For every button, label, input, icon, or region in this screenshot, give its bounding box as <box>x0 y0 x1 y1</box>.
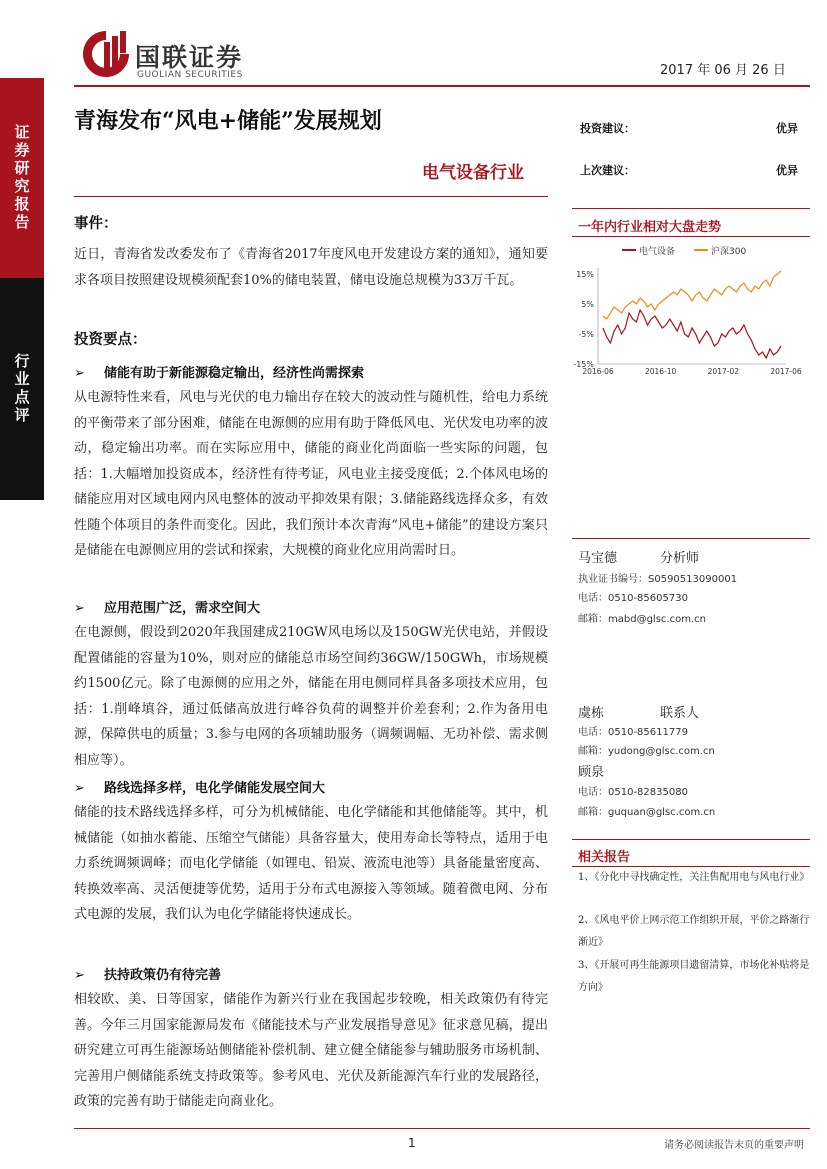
analyst-email[interactable]: 邮箱：mabd@glsc.com.cn <box>578 614 706 625</box>
related-heading: 相关报告 <box>578 850 631 865</box>
related-top-rule <box>572 839 810 840</box>
point-title-text: 应用范围广泛，需求空间大 <box>104 601 261 616</box>
header-rule <box>74 85 810 87</box>
sidebar-report-type <box>0 78 44 278</box>
analyst-phone: 电话：0510-85605730 <box>578 593 688 604</box>
legend-label: 沪深300 <box>711 247 747 257</box>
contact-role: 联系人 <box>660 706 700 721</box>
chart-title: 一年内行业相对大盘走势 <box>578 220 722 235</box>
analyst-license: 执业证书编号：S0590513090001 <box>578 574 738 585</box>
point-title <box>74 362 364 381</box>
chart-title-rule <box>572 236 810 237</box>
logo-emblem-icon <box>80 28 132 80</box>
analyst-name: 马宝德 <box>578 551 618 566</box>
point-text: 从电源特性来看，风电与光伏的电力输出存在较大的波动性与随机性，给电力系统的平衡带来了部分困难，储能在电源侧的应用有助于降低风电、光伏发电功率的波动，稳定输出功率。而在实际应用中，储能的商业化尚面临一些实际的问题，包括：1.大幅增加投资成本，经济性有待考证，风电业主接受度低；2.个体风电场的储能应用对区域电网内风电整体的波动平抑效果有限；3.储能路线选择众多，有效性随个体项目的条件而变化。因此，我们预计本次青海“风电+储能”的建设方案只是储能在电源侧应用的尝试和探索，大规模的商业化应用尚需时日。 <box>74 390 548 558</box>
arrow-bullet-icon: ➢ <box>74 366 85 381</box>
event-text: 近日，青海省发改委发布了《青海省2017年度风电开发建设方案的通知》，通知要求各项目按照建设规模须配套10%的储电装置，储电设施总规模为33万千瓦。 <box>74 247 548 288</box>
point-title <box>74 777 325 796</box>
contact-email[interactable]: 邮箱：yudong@glsc.com.cn <box>578 746 715 757</box>
series-line-csi300 <box>603 271 781 319</box>
x-tick-label: 2016-06 <box>582 367 614 376</box>
rating-label: 投资建议： <box>580 122 635 135</box>
arrow-bullet-icon: ➢ <box>74 781 85 796</box>
analyst-rule <box>572 538 810 539</box>
contact-name: 顾泉 <box>578 765 605 780</box>
point-text: 相较欧、美、日等国家，储能作为新兴行业在我国起步较晚，相关政策仍有待完善。今年三月国家能源局发布《储能技术与产业发展指导意见》征求意见稿，提出研究建立可再生能源场站侧储能补偿机制、建立健全储能参与辅助服务市场机制、完善用户侧储能系统支持政策等。参考风电、光伏及新能源汽车行业的发展路径，政策的完善有助于储能走向商业化。 <box>74 992 548 1109</box>
related-report-item[interactable]: 2、《风电平价上网示范工作组织开展，平价之路渐行渐近》 <box>578 915 810 948</box>
point-title-text: 路线选择多样，电化学储能发展空间大 <box>104 781 326 796</box>
contact-name: 虞栋 <box>578 706 605 721</box>
chart-top-rule <box>572 208 810 209</box>
related-report-item[interactable]: 3、《开展可再生能源项目遗留清算，市场化补贴将是方向》 <box>578 960 810 993</box>
point-title <box>74 964 221 983</box>
previous-rating-label: 上次建议： <box>580 164 635 177</box>
x-tick-label: 2016-10 <box>644 367 677 376</box>
arrow-bullet-icon: ➢ <box>74 968 85 983</box>
industry-name: 电气设备行业 <box>422 163 524 183</box>
x-tick-label: 2017-02 <box>707 367 740 376</box>
relative-performance-chart <box>572 240 810 378</box>
event-heading: 事件： <box>74 215 118 232</box>
contact-phone: 电话：0510-85611779 <box>578 727 688 738</box>
footer-disclaimer: 请务必阅读报告末页的重要声明 <box>664 1140 804 1151</box>
sidebar-report-type-label: 证券研究报告 <box>12 124 31 232</box>
contact-email[interactable]: 邮箱：guquan@glsc.com.cn <box>578 807 716 818</box>
point-title <box>74 597 260 616</box>
y-tick-label: 5% <box>581 300 594 309</box>
company-logo <box>80 28 132 80</box>
logo-name: 国联证券 <box>135 43 244 72</box>
logo-subtitle: GUOLIAN SECURITIES <box>137 70 243 80</box>
contact-phone: 电话：0510-82835080 <box>578 787 688 798</box>
sidebar-category-label: 行业点评 <box>12 353 31 425</box>
point-text: 在电源侧，假设到2020年我国建成210GW风电场以及150GW光伏电站，并假设配置储能的容量为10%，则对应的储能总市场空间约36GW/150GWh，市场规模约1500亿元。除了电源侧的应用之外，储能在用电侧同样具备多项技术应用，包括：1.削峰填谷，通过低储高放进行峰谷负荷的调整并价差套利；2.作为备用电源，保障供电的质量；3.参与电网的各项辅助服务（调频调幅、无功补偿、需求侧相应等）。 <box>74 625 548 768</box>
related-report-item[interactable]: 1、《分化中寻找确定性，关注售配用电与风电行业》 <box>578 872 810 883</box>
analyst-role: 分析师 <box>660 551 700 566</box>
legend-label: 电气设备 <box>639 247 676 257</box>
previous-rating-value: 优异 <box>776 164 798 177</box>
sidebar-category <box>0 278 44 500</box>
rating-value: 优异 <box>776 122 798 135</box>
y-tick-label: 15% <box>576 270 594 279</box>
x-tick-label: 2017-06 <box>770 367 802 376</box>
points-heading: 投资要点： <box>74 331 147 348</box>
arrow-bullet-icon: ➢ <box>74 601 85 616</box>
point-text: 储能的技术路线选择多样，可分为机械储能、电化学储能和其他储能等。其中，机械储能（如抽水蓄能、压缩空气储能）具备容量大，使用寿命长等特点，适用于电力系统调频调峰；而电化学储能（如锂电、铅炭、液流电池等）具备能量密度高、转换效率高、灵活便捷等优势，适用于分布式电源接入等领域。随着微电网、分布式电源的发展，我们认为电化学储能将快速成长。 <box>74 805 548 922</box>
report-date: 2017 年 06 月 26 日 <box>660 63 786 78</box>
series-line-electrical-equipment <box>603 310 781 358</box>
y-tick-label: -5% <box>578 330 594 339</box>
page-number: 1 <box>408 1136 416 1150</box>
point-title-text: 扶持政策仍有待完善 <box>104 968 222 983</box>
title-rule <box>74 196 548 197</box>
footer-rule <box>74 1128 810 1129</box>
y-tick-label: -15% <box>573 360 594 369</box>
point-title-text: 储能有助于新能源稳定输出，经济性尚需探索 <box>104 366 365 381</box>
page-title: 青海发布“风电+储能”发展规划 <box>74 108 382 134</box>
